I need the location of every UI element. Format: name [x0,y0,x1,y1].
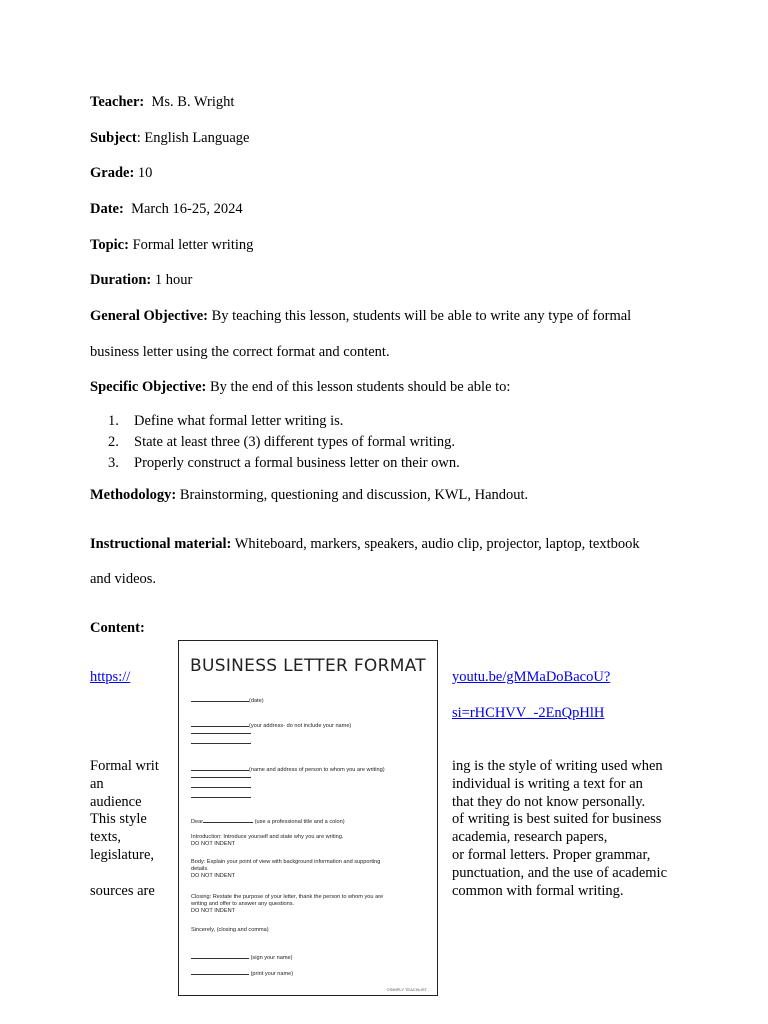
image-title: BUSINESS LETTER FORMAT [190,656,426,676]
subject-label: Subject [90,130,137,146]
general-objective-label: General Objective: [90,308,208,324]
subject-line [90,130,250,147]
teacher-label: Teacher: [90,94,145,110]
grade-label: Grade: [90,165,135,181]
video-link-middle[interactable]: youtu.be/gMMaDoBacoU? [452,669,611,685]
instructional-material-line1 [90,536,640,553]
duration-label: Duration: [90,272,152,288]
specific-objective-text: By the end of this lesson students should be able to: [210,379,511,395]
grade-value: 10 [137,165,153,181]
subject-value: : English Language [136,130,250,146]
general-objective-text: By teaching this lesson, students will be able to write any type of formal [211,308,632,324]
topic-line [90,237,253,254]
objectives-list [108,412,460,475]
specific-objective-line [90,379,510,396]
grade-line [90,165,152,182]
methodology-line [90,487,528,504]
video-link-start[interactable]: https:// [90,669,131,685]
topic-value: Formal letter writing [132,237,254,253]
content-label: Content: [90,620,145,636]
general-objective-line1 [90,308,631,325]
content-paragraph-left: Formal writ an audience This style texts, legislature, sources are [90,758,159,899]
teacher-value: Ms. B. Wright [151,94,235,110]
video-link-part1[interactable] [90,669,130,686]
methodology-label: Methodology: [90,487,177,503]
instructional-material-text: Whiteboard, markers, speakers, audio clip, projector, laptop, textbook [234,536,640,552]
teacher-line [90,94,234,111]
duration-value: 1 hour [154,272,193,288]
video-link-part2[interactable] [452,669,610,686]
list-item: 3. Properly construct a formal business letter on their own. [108,455,460,471]
image-credit: ©SIMPLY TEACHLIST [386,987,427,992]
duration-line [90,272,192,289]
video-link-end[interactable]: si=rHCHVV_-2EnQpHlH [452,705,605,721]
list-item: 1. Define what formal letter writing is. [108,413,344,429]
video-link-part3[interactable] [452,705,604,722]
list-item: 2. State at least three (3) different types of formal writing. [108,434,456,450]
instructional-material-line2: and videos. [90,571,157,587]
methodology-text: Brainstorming, questioning and discussion, KWL, Handout. [179,487,529,503]
content-paragraph-right: ing is the style of writing used when individual is writing a text for an that they do not know personally. of writing is best suited for business academia, research papers, or formal letters. Proper grammar, punctuation, and the use of academic common with formal writing. [452,758,668,899]
date-line [90,201,243,218]
topic-label: Topic: [90,237,129,253]
date-value: March 16-25, 2024 [131,201,243,217]
instructional-material-label: Instructional material: [90,536,232,552]
content-heading [90,620,145,637]
specific-objective-label: Specific Objective: [90,379,207,395]
general-objective-line2: business letter using the correct format and content. [90,344,390,360]
date-label: Date: [90,201,124,217]
business-letter-format-image: BUSINESS LETTER FORMAT (date) (your address- do not include your name) (name and address of person to whom you are writing) Dear (use a professional title and a colon) Introduction: Introduce yourself and state why you are writing. DO NOT INDENT Body: Explain your point of view with background information and supporting details. DO NOT INDENT Closing: Restate the purpose of your letter, thank the person to whom you are writing and offer to answer any questions. DO NOT INDENT Sincerely, (closing and comma) (sign your name) (print your name) ©SIMPLY TEACHLIST [178,640,438,996]
